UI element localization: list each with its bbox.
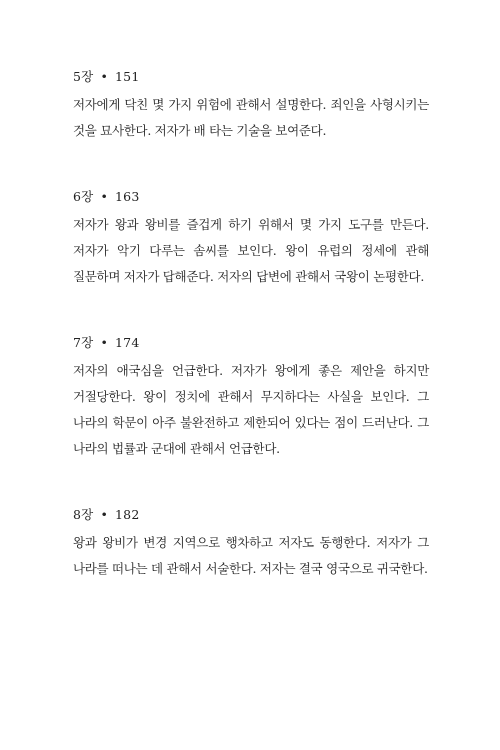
chapter-page-number: 151 (115, 69, 140, 84)
chapter-entry (73, 68, 429, 144)
chapter-entry (73, 506, 429, 582)
chapter-heading (73, 68, 429, 86)
chapter-page-number: 163 (115, 189, 140, 204)
chapter-title: 8장 (73, 507, 94, 522)
chapter-page-number: 182 (115, 507, 140, 522)
chapter-page-number: 174 (115, 335, 140, 350)
chapter-title: 7장 (73, 335, 94, 350)
chapter-summary: 저자가 왕과 왕비를 즐겁게 하기 위해서 몇 가지 도구를 만든다. 저자가 악기 다루는 솜씨를 보인다. 왕이 유럽의 정세에 관해 질문하며 저자가 답해준다. 저자의 답변에 관해서 국왕이 논평한다. (73, 217, 429, 284)
chapter-summary: 저자에게 닥친 몇 가지 위험에 관해서 설명한다. 죄인을 사형시키는 것을 묘사한다. 저자가 배 타는 기술을 보여준다. (73, 97, 429, 138)
bullet-separator: • (100, 335, 109, 350)
chapter-heading (73, 334, 429, 352)
bullet-separator: • (100, 69, 109, 84)
table-of-contents (73, 68, 429, 626)
chapter-heading (73, 188, 429, 206)
bullet-separator: • (100, 189, 109, 204)
chapter-title: 5장 (73, 69, 94, 84)
chapter-title: 6장 (73, 189, 94, 204)
chapter-entry (73, 334, 429, 462)
bullet-separator: • (100, 507, 109, 522)
chapter-entry (73, 188, 429, 290)
chapter-summary: 저자의 애국심을 언급한다. 저자가 왕에게 좋은 제안을 하지만 거절당한다. 왕이 정치에 관해서 무지하다는 사실을 보인다. 그 나라의 학문이 아주 불완전하고 제한되어 있다는 점이 드러난다. 그 나라의 법률과 군대에 관해서 언급한다. (73, 363, 429, 456)
chapter-heading (73, 506, 429, 524)
chapter-summary: 왕과 왕비가 변경 지역으로 행차하고 저자도 동행한다. 저자가 그 나라를 떠나는 데 관해서 서술한다. 저자는 결국 영국으로 귀국한다. (73, 535, 429, 576)
